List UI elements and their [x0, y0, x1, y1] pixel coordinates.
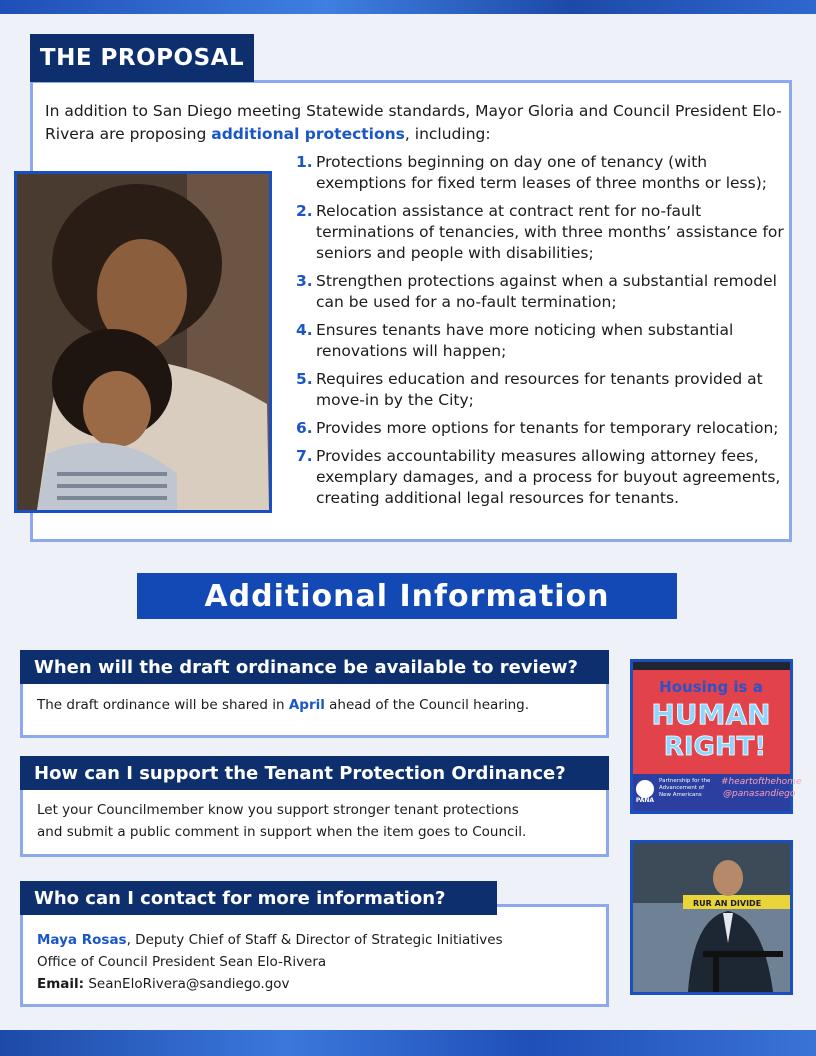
q2-question: How can I support the Tenant Protection Ordinance? [20, 756, 609, 790]
q1-question: When will the draft ordinance be available to review? [20, 650, 609, 684]
list-text: Requires education and resources for tenants provided at move-in by the City; [316, 370, 763, 409]
q2-answer-line2: and submit a public comment in support when the item goes to Council. [37, 824, 527, 840]
org-line1: Partnership for the [659, 778, 711, 784]
bottom-decorative-strip [0, 1030, 816, 1056]
q1-answer [37, 694, 529, 716]
q3-answer [37, 929, 503, 995]
proposal-title: THE PROPOSAL [30, 34, 254, 82]
list-number: 2. [296, 202, 313, 220]
housing-sign-photo [630, 659, 802, 814]
top-decorative-strip [0, 0, 816, 14]
list-number: 5. [296, 370, 313, 388]
proposal-intro [45, 100, 785, 146]
list-number: 6. [296, 419, 313, 437]
list-item [296, 418, 792, 439]
intro-highlight: additional protections [211, 125, 405, 143]
q2-answer-line1: Let your Councilmember know you support stronger tenant protections [37, 802, 519, 818]
q1-answer-prefix: The draft ordinance will be shared in [37, 697, 289, 713]
list-item [296, 152, 792, 194]
list-item [296, 271, 792, 313]
email-line [37, 973, 503, 995]
contact-name: Maya Rosas [37, 932, 127, 948]
email-address[interactable]: SeanEloRivera@sandiego.gov [84, 976, 290, 992]
speaker-photo [630, 840, 793, 995]
list-item [296, 369, 792, 411]
sign-handle: @panasandiego [723, 789, 796, 799]
q3-question: Who can I contact for more information? [20, 881, 497, 915]
email-label: Email: [37, 976, 85, 992]
list-item [296, 320, 792, 362]
list-text: Provides accountability measures allowing attorney fees, exemplary damages, and a process for buyout agreements, creating additional legal resources for tenants. [316, 447, 781, 507]
additional-info-heading: Additional Information [137, 573, 677, 619]
list-item [296, 201, 792, 264]
mother-child-photo [14, 171, 272, 513]
contact-office: Office of Council President Sean Elo-Rivera [37, 954, 327, 970]
list-text: Provides more options for tenants for temporary relocation; [316, 419, 779, 437]
housing-sign-illustration [633, 662, 802, 811]
org-line3: New Americans [659, 792, 702, 798]
list-number: 4. [296, 321, 313, 339]
contact-line [37, 929, 503, 951]
q1-answer-highlight: April [288, 697, 325, 713]
proposal-list [296, 152, 792, 516]
speaker-sign-text: RUR AN DIVIDE [693, 899, 762, 908]
q1-answer-suffix: ahead of the Council hearing. [324, 697, 530, 713]
list-number: 1. [296, 153, 313, 171]
list-number: 7. [296, 447, 313, 465]
contact-role: , Deputy Chief of Staff & Director of Strategic Initiatives [126, 932, 503, 948]
intro-prefix: In addition to San Diego meeting Statewide standards, Mayor Gloria and Council President Elo-Rivera are proposing [45, 102, 782, 143]
intro-suffix: , including: [404, 125, 491, 143]
org-line2: Advancement of [659, 785, 705, 791]
sign-hashtag: #heartofthehome [721, 777, 802, 787]
mother-child-illustration [17, 174, 269, 510]
org-logo-text: PANA [635, 797, 655, 804]
sign-line1: Housing is a [659, 678, 763, 696]
list-item [296, 446, 792, 509]
list-text: Relocation assistance at contract rent for no-fault terminations of tenancies, with three months’ assistance for seniors and people with disabilities; [316, 202, 784, 262]
q2-answer [37, 799, 526, 843]
sign-line3: RIGHT! [663, 732, 767, 762]
list-text: Protections beginning on day one of tenancy (with exemptions for fixed term leases of three months or less); [316, 153, 767, 192]
list-text: Strengthen protections against when a substantial remodel can be used for a no-fault termination; [316, 272, 777, 311]
speaker-illustration [633, 843, 790, 992]
list-text: Ensures tenants have more noticing when substantial renovations will happen; [316, 321, 734, 360]
list-number: 3. [296, 272, 313, 290]
sign-line2: HUMAN [651, 698, 771, 731]
